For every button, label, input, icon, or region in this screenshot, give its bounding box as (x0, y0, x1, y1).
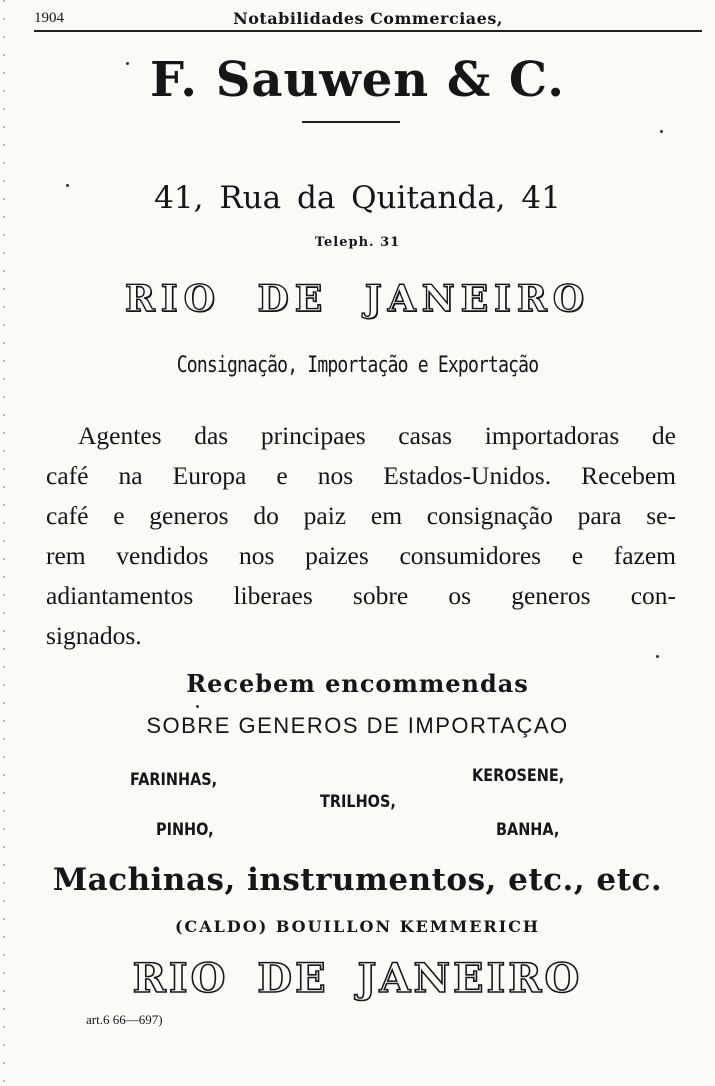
ink-speck (660, 130, 663, 133)
goods-item-kerosene: KEROSENE, (472, 766, 565, 786)
body-line: café na Europa e nos Estados-Unidos. Recebem (46, 461, 676, 490)
page-header (34, 4, 702, 32)
business-description: Consignação, Importação e Exportação (176, 353, 539, 378)
telephone-number: Teleph. 31 (314, 235, 401, 250)
city-outline-heading: RIO DE JANEIRO (132, 955, 583, 1002)
body-paragraph (46, 416, 676, 656)
goods-item-banha: BANHA, (496, 820, 560, 840)
ink-speck (656, 655, 659, 658)
ink-speck (66, 184, 69, 187)
city-ornate-heading: RIO DE JANEIRO (124, 278, 591, 320)
reference-note: art.6 66—697) (86, 1012, 163, 1027)
ink-speck (196, 705, 199, 708)
goods-item-farinhas: FARINHAS, (130, 770, 218, 790)
body-line: rem vendidos nos paizes consumidores e fazem (46, 541, 676, 570)
body-line: Agentes das principaes casas importadoras de (78, 421, 676, 450)
machines-line: Machinas, instrumentos, etc., etc. (52, 862, 663, 898)
imported-goods-subheading: SOBRE GENEROS DE IMPORTAÇAO (146, 713, 569, 738)
firm-name: F. Sauwen & C. (150, 52, 565, 108)
body-line: adiantamentos liberaes sobre os generos con- (46, 581, 676, 610)
ink-speck (126, 62, 129, 65)
body-line: signados. (46, 621, 142, 650)
goods-item-trilhos: TRILHOS, (320, 792, 396, 812)
running-title: Notabilidades Commerciaes, (233, 9, 503, 28)
title-rule (302, 121, 400, 123)
body-line: café e generos do paiz em consignação para se- (46, 501, 676, 530)
goods-item-pinho: PINHO, (156, 820, 214, 840)
page-year: 1904 (34, 10, 64, 26)
street-address: 41, Rua da Quitanda, 41 (154, 180, 561, 216)
orders-heading: Recebem encommendas (186, 669, 529, 698)
bouillon-line: (CALDO) BOUILLON KEMMERICH (174, 917, 541, 936)
